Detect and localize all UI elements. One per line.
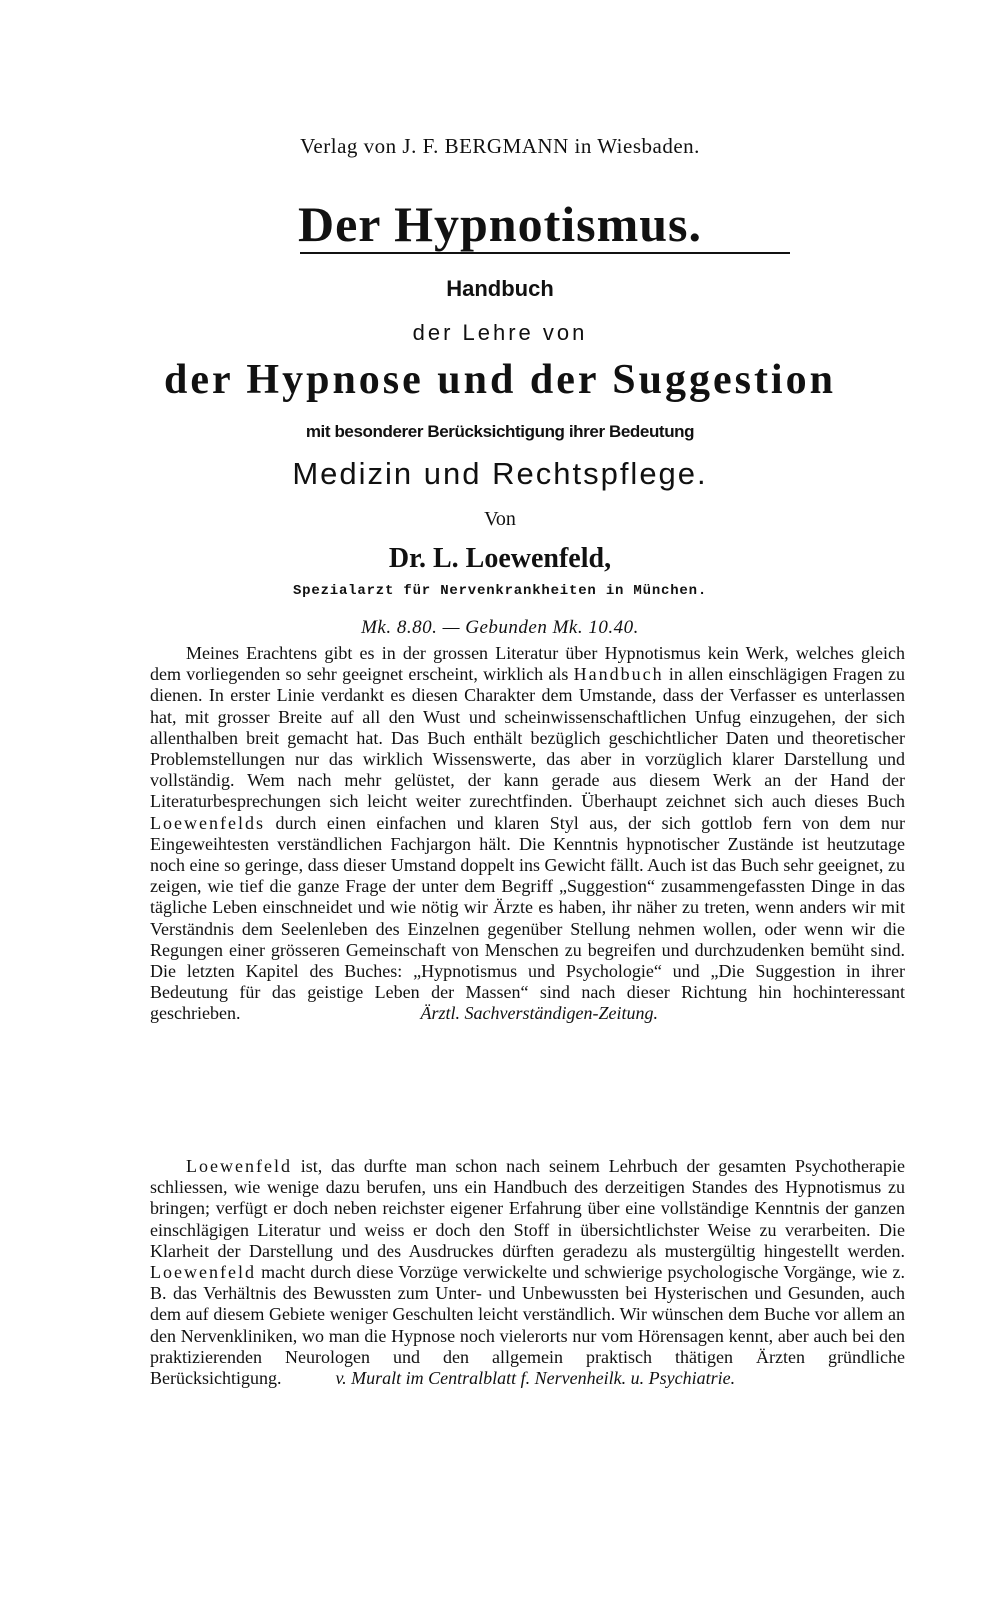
book-subtitle: der Hypnose und der Suggestion (164, 357, 836, 403)
review-emphasis: Loewenfeld (186, 1156, 292, 1176)
author-name: Dr. L. Loewenfeld, (388, 543, 612, 574)
by-label: Von (484, 508, 516, 530)
price-line: Mk. 8.80. — Gebunden Mk. 10.40. (361, 617, 639, 638)
review-emphasis: Loewenfeld (150, 1262, 256, 1283)
review-emphasis: Loewenfelds (150, 812, 265, 833)
title-underline (300, 252, 790, 254)
review-emphasis: Handbuch (573, 664, 664, 685)
review-first-body: Meines Erachtens gibt es in der grossen Literatur über Hypnotismus kein Werk, welches gleich dem vorliegenden so sehr geeignet erscheint, wirklich als Handbuch in allen einschlägigen Fragen zu dienen. In erster Linie verdankt es diesen Charakter dem Umstande, dass der Verfasser es unterlassen hat, mit grosser Breite auf all den Wust und scheinwissenschaftlichen Unfug einzugehen, der sich allenthalben breit gemacht hat. Das Buch enthält bezüglich geschichtlicher Daten und theoretischer Problemstellungen nur das wirklich Wissenswerte, das aber in vorzüglich klarer Darstellung und vollständig. Wem nach mehr gelüstet, der kann gerade aus diesem Werk an der Hand der Literaturbesprechungen sich leicht weiter zurechtfinden. Überhaupt zeichnet sich auch dieses Buch Loewenfelds durch einen einfachen und klaren Styl aus, der sich gottlob fern von dem nur Eingeweihtesten verständlichen Fachjargon hält. Die Kenntnis hypnotischer Zustände ist heutzutage noch eine so geringe, dass dieser Umstand doppelt ins Gewicht fällt. Auch ist das Buch sehr geeignet, zu zeigen, wie tief die ganze Frage der unter dem Begriff „Suggestion“ zusammengefassten Dinge in das tägliche Leben einschneidet und wie nötig wir Ärzte es haben, ihr näher zu treten, wenn anders wir mit Verständnis dem Seelenleben des Einzelnen gegenüber Stellung nehmen wollen, oder wenn wir die Regungen einer grösseren Gemeinschaft von Menschen zu begreifen und durchzudenken bemüht sind. Die letzten Kapitel des Buches: „Hypnotismus und Psychologie“ und „Die Suggestion in ihrer Bedeutung für das geistige Leben der Massen“ sind nach dieser Richtung hin hochinteressant geschrieben. Ärztl. Sachverständigen-Zeitung. (150, 643, 905, 1024)
review-source: v. Muralt im Centralblatt f. Nervenheilk. u. Psychiatrie. (335, 1368, 736, 1389)
review-second-body: Loewenfeld ist, das durfte man schon nach seinem Lehrbuch der gesamten Psychotherapie schliessen, wie wenige dazu berufen, uns ein Handbuch des derzeitigen Standes des Hypnotismus zu bringen; verfügt er doch neben reichster eigener Erfahrung über eine vollständige Kenntnis der ganzen einschlägigen Literatur und weiss er doch den Stoff in übersichtlichster Weise zu verarbeiten. Die Klarheit der Darstellung und des Ausdruckes dürften geradezu als mustergültig hingestellt werden. Loewenfeld macht durch diese Vorzüge verwickelte und schwierige psychologische Vorgänge, wie z. B. das Verhältnis des Bewussten zum Unter- und Unbewussten bei Hysterischen und Gesunden, auch dem auf diesem Gebiete weniger Geschulten leicht verständlich. Wir wünschen dem Buche vor allem an den Nervenkliniken, wo man die Hypnose noch vielerorts nur vom Hörensagen kennt, aber auch bei den praktizierenden Neurologen und den allgemein praktisch thätigen Ärzten gründliche Berücksichtigung. v. Muralt im Centralblatt f. Nervenheilk. u. Psychiatrie. (150, 1156, 905, 1389)
review-source: Ärztl. Sachverständigen-Zeitung. (420, 1003, 658, 1024)
publisher-line: Verlag von J. F. BERGMANN in Wiesbaden. (300, 134, 700, 158)
book-type-label: Handbuch (446, 276, 554, 301)
author-role: Spezialarzt für Nervenkrankheiten in München. (292, 583, 708, 599)
book-title: Der Hypnotismus. (297, 196, 702, 252)
review-second (150, 1156, 905, 1389)
subtitle-note: mit besonderer Berücksichtigung ihrer Bedeutung (305, 422, 695, 441)
review-first (150, 643, 905, 1025)
subject-fields: Medizin und Rechtspflege. (292, 456, 708, 491)
subtitle-intro: der Lehre von (412, 320, 588, 345)
